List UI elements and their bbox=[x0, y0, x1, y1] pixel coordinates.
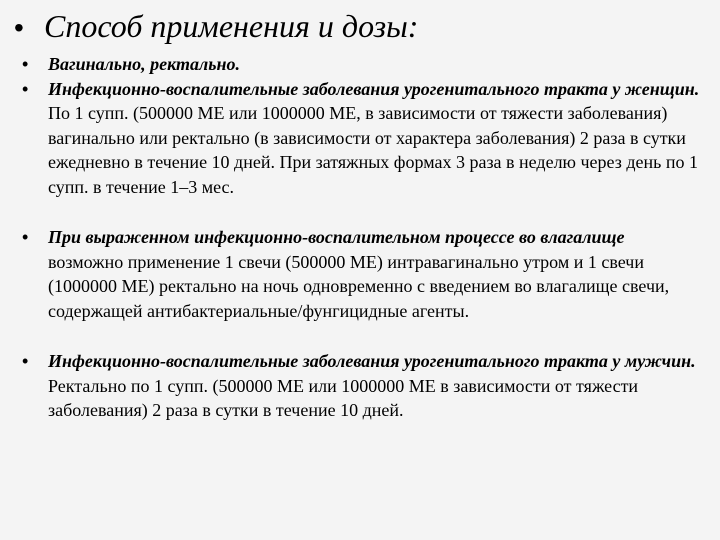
title-bullet-icon: • bbox=[14, 12, 24, 43]
bullet-icon: • bbox=[22, 78, 29, 99]
list-item-text bbox=[48, 225, 702, 323]
list-item bbox=[22, 52, 702, 77]
list-item bbox=[22, 77, 702, 200]
list-item-emphasis: Инфекционно-воспалительные заболевания урогенитального тракта у мужчин. bbox=[48, 351, 696, 371]
bullet-icon: • bbox=[22, 351, 29, 371]
list-item-emphasis: Вагинально, ректально. bbox=[48, 54, 240, 74]
list-item bbox=[22, 225, 702, 323]
bullet-icon: • bbox=[22, 227, 29, 247]
list-item-body: возможно применение 1 свечи (500000 МЕ) интравагинально утром и 1 свечи (1000000 МЕ) ректально на ночь одновременно с введением во влагалище свечи, содержащей антибактериальные/фунгицидные агенты. bbox=[48, 251, 670, 321]
list-item-emphasis: При выраженном инфекционно-воспалительном процессе во влагалище bbox=[48, 227, 625, 247]
bullet-icon: • bbox=[22, 54, 29, 74]
list-item bbox=[22, 349, 702, 423]
list-item-body: Ректально по 1 супп. (500000 МЕ или 1000000 МЕ в зависимости от тяжести заболевания) 2 раза в сутки в течение 10 дней. bbox=[48, 375, 639, 420]
slide-title: Способ применения и дозы: bbox=[44, 8, 419, 44]
list-item-text bbox=[48, 52, 702, 77]
list-item-text bbox=[48, 349, 702, 423]
slide-title-row bbox=[14, 6, 418, 46]
list-item-body: По 1 супп. (500000 МЕ или 1000000 МЕ, в зависимости от тяжести заболевания) вагинально или ректально (в зависимости от характера заболевания) 2 раза в сутки ежедневно в течение 10 дней. При затяжных формах 3 раза в неделю через день по 1 супп. в течение 1–3 мес. bbox=[48, 103, 698, 197]
list-item-text bbox=[48, 77, 702, 200]
list-item-emphasis: Инфекционно-воспалительные заболевания урогенитального тракта у женщин. bbox=[48, 78, 700, 99]
bullet-list bbox=[22, 52, 702, 423]
